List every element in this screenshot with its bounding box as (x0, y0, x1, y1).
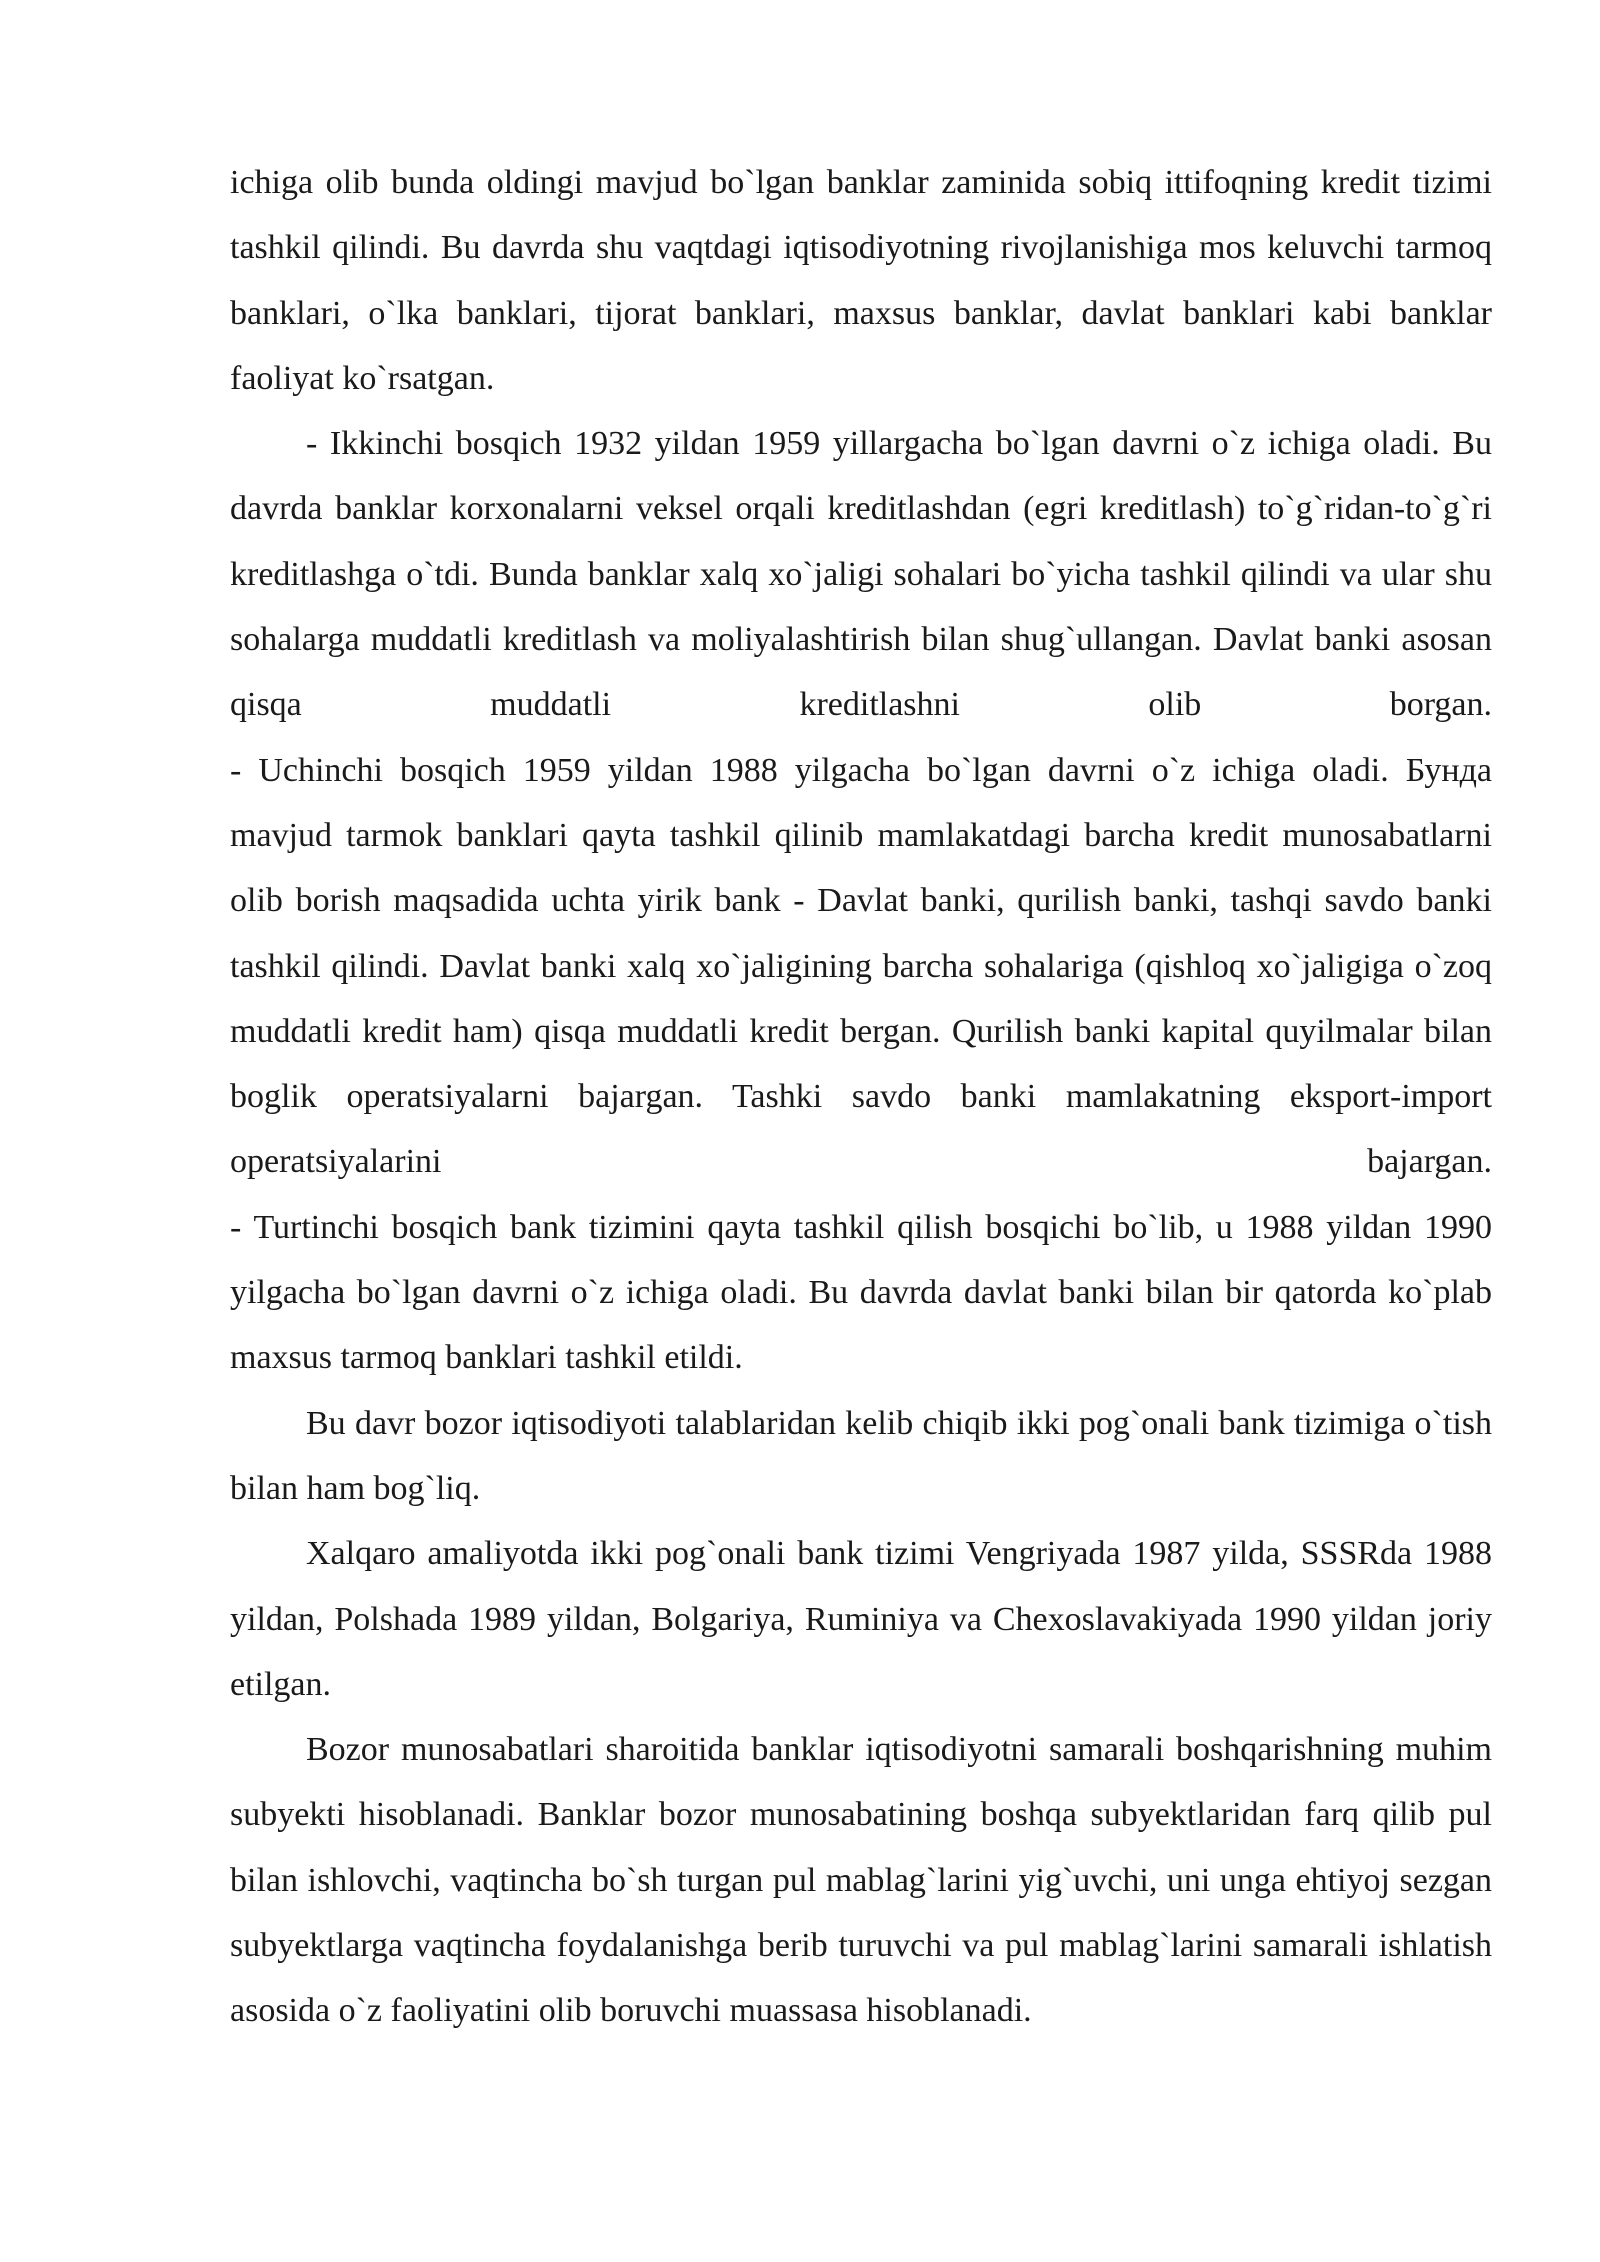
paragraph-fourth-stage: - Turtinchi bosqich bank tizimini qayta tashkil qilish bosqichi bo`lib, u 1988 yildan 1990 yilgacha bo`lgan davrni o`z ichiga oladi. Bu davrda davlat banki bilan bir qatorda ko`plab maxsus tarmoq banklari tashkil etildi. (230, 1208, 1492, 1377)
paragraph-international-practice: Xalqaro amaliyotda ikki pog`onali bank tizimi Vengriyada 1987 yilda, SSSRda 1988 yildan, Polshada 1989 yildan, Bolgariya, Ruminiya va Chexoslavakiyada 1990 yildan joriy etilgan. (230, 1535, 1492, 1703)
paragraph-market-relations: Bozor munosabatlari sharoitida banklar iqtisodiyotni samarali boshqarishning muhim subyekti hisoblanadi. Banklar bozor munosabatining boshqa subyektlaridan farq qilib pul bilan ishlovchi, vaqtincha bo`sh turgan pul mablag`larini yig`uvchi, uni unga ehtiyoj sezgan subyektlarga vaqtincha foydalanishga berib turuvchi va pul mablag`larini samarali ishlatish asosida o`z faoliyatini olib boruvchi muassasa hisoblanadi. (230, 1731, 1492, 2030)
paragraph-second-stage: - Ikkinchi bosqich 1932 yildan 1959 yillargacha bo`lgan davrni o`z ichiga oladi. Bu davrda banklar korxonalarni veksel orqali kreditlashdan (egri kreditlash) to`g`ridan-to`g`ri kreditlashga o`tdi. Bunda banklar xalq xo`jaligi sohalari bo`yicha tashkil qilindi va ular shu sohalarga muddatli kreditlash va moliyalashtirish bilan shug`ullangan. Davlat banki asosan qisqa muddatli kreditlashni olib borgan. (230, 425, 1492, 724)
paragraph-continuation: ichiga olib bunda oldingi mavjud bo`lgan banklar zaminida sobiq ittifoqning kredit tizimi tashkil qilindi. Bu davrda shu vaqtdagi iqtisodiyotning rivojlanishiga mos keluvchi tarmoq banklari, o`lka banklari, tijorat banklari, maxsus banklar, davlat banklari kabi banklar faoliyat ko`rsatgan. (230, 164, 1492, 397)
document-body (230, 150, 1492, 2044)
paragraph-two-tier-transition: Bu davr bozor iqtisodiyoti talablaridan kelib chiqib ikki pog`onali bank tizimiga o`tish bilan ham bog`liq. (230, 1404, 1492, 1507)
paragraph-third-stage: - Uchinchi bosqich 1959 yildan 1988 yilgacha bo`lgan davrni o`z ichiga oladi. Бунда mavjud tarmok banklari qayta tashkil qilinib mamlakatdagi barcha kredit munosabatlarni olib borish maqsadida uchta yirik bank - Davlat banki, qurilish banki, tashqi savdo banki tashkil qilindi. Davlat banki xalq xo`jaligining barcha sohalariga (qishloq xo`jaligiga o`zoq muddatli kredit ham) qisqa muddatli kredit bergan. Qurilish banki kapital quyilmalar bilan boglik operatsiyalarni bajargan. Tashki savdo banki mamlakatning eksport-import operatsiyalarini bajargan. (230, 751, 1492, 1181)
